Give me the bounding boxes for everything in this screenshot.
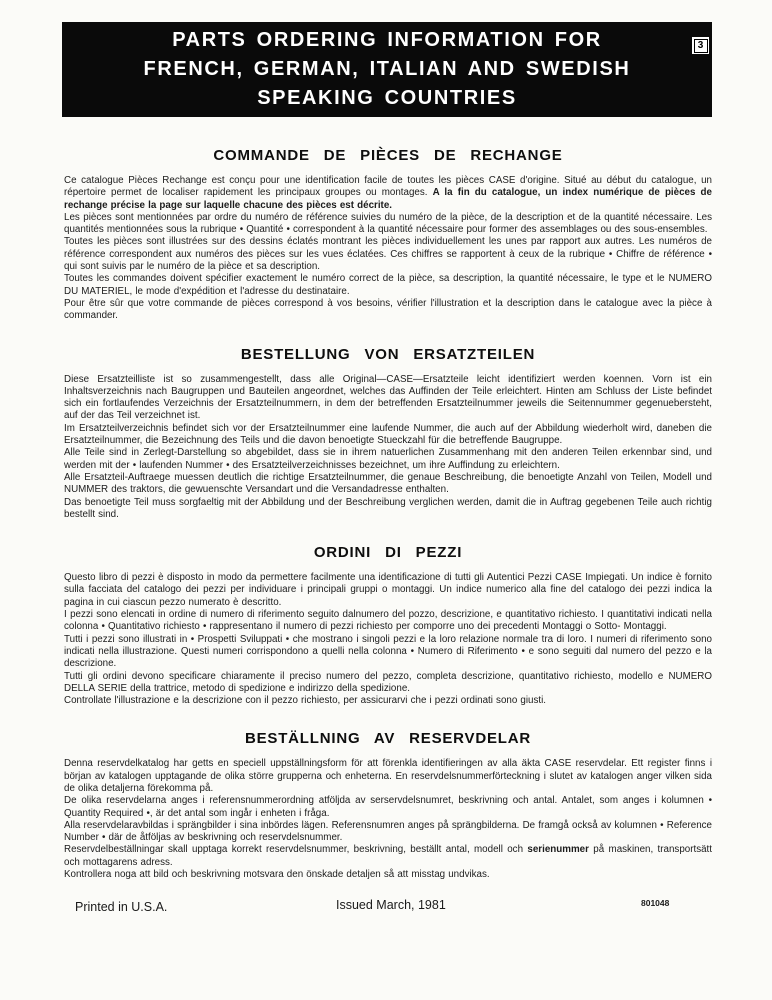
paragraph-french-4: Toutes les commandes doivent spécifier exactement le numéro correct de la pièce, sa description, la quantité nécessaire, le type et le NUMERO DU MATERIEL, le mode d'expédition et l'adresse du destinataire. — [64, 273, 712, 297]
document-body — [64, 140, 712, 881]
form-number: 801048 — [641, 898, 670, 908]
paragraph-french-5: Pour être sûr que votre commande de pièces correspond à vos besoins, vérifier l'illustration et la description dans le catalogue avec la pièce à commander. — [64, 297, 712, 322]
paragraph-italian-5: Controllate l'illustrazione e la descrizione con il pezzo richiesto, per assicurarvi che i pezzi ordinati sono giusti. — [64, 695, 547, 707]
text-run-bold: A la fin du catalogue, un index numérique de pièces de rechange précise la page sur laquelle chacune des pièces est décrite. — [64, 187, 712, 211]
text-run-bold: serienummer — [527, 844, 589, 856]
page-number-badge — [692, 37, 709, 54]
paragraph-swedish-2: De olika reservdelarna anges i referensnummerordning atföljda av serservdelsnumret, beskrivning och antal. Antalet, som anges i kolumnen • Quantity Required •, är det antal som ingår i enheten i fråga. — [64, 795, 712, 819]
paragraph-italian-3: Tutti i pezzi sono illustrati in • Prospetti Sviluppati • che mostrano i singoli pezzi e la loro relazione normale tra di loro. I numeri di riferimento sono indicati nella illustrazione. Questi numeri corrispondono a quelli nella colonna • Numero di Riferimento • e sono seguiti dal numero del pezzo e la descrizione. — [64, 633, 712, 670]
page-footer — [0, 898, 772, 928]
section-heading-swedish: BESTÄLLNING AV RESERVDELAR — [244, 730, 532, 748]
banner-title-line-3: SPEAKING COUNTRIES — [257, 87, 517, 109]
paragraph-french-1 — [64, 175, 712, 212]
paragraph-french-2: Les pièces sont mentionnées par ordre du numéro de référence suivies du numéro de la pièce, de la description et de la quantité nécessaire. Les quantités mentionnées sous la rubrique • Quantité • correspondent à la quantité nécessaire pour former des assemblages ou des sous-ensembles. — [64, 211, 712, 236]
paragraph-swedish-5: Kontrollera noga att bild och beskrivning motsvara den önskade detaljen så att misstag undvikas. — [64, 869, 490, 881]
paragraph-swedish-4 — [64, 844, 712, 869]
text-run: Ce catalogue Pièces Rechange est conçu pour une identification facile de toutes les pièces CASE d'origine. Situé au début du catalogue, un répertoire permet de localiser rapidement les principaux groupes ou montages. — [64, 175, 712, 199]
paragraph-swedish-1: Denna reservdelkatalog har getts en speciell uppställningsform för att förenkla identifieringen av alla äkta CASE reservdelar. Ett register finns i början av katalogen upptagande de olika större grupperna och enheterna. En reservdelsnummerförteckning i slutet av katalogen anger vilken sida de olika detaljerna förekomma på. — [64, 758, 712, 794]
paragraph-italian-1: Questo libro di pezzi è disposto in modo da permettere facilmente una identificazione di tutti gli Autentici Pezzi CASE Impiegati. Un indice è fornito sulla facciata del catalogo dei pezzi per individuare i principali gruppi o montaggi. Un indice numerico alla fine del catalogo dei pezzi indica la pagina in cui ciascun pezzo numerato è descritto. — [64, 572, 712, 608]
section-heading-italian: ORDINI DI PEZZI — [313, 544, 463, 562]
paragraph-german-5: Das benoetigte Teil muss sorgfaeltig mit der Abbildung und der Beschreibung verglichen werden, damit die in Auftrag gegebenen Teile auch richtig bestellt sind. — [64, 496, 712, 520]
section-heading-french: COMMANDE DE PIÈCES DE RECHANGE — [213, 147, 563, 164]
paragraph-german-2: Im Ersatzteilverzeichnis befindet sich vor der Ersatzteilnummer eine laufende Nummer, die auch auf der Abbildung wiederholt wird, daneben die Ersatzteilnummer, die Bezeichnung des Teils und die davon benoetigte Stueckzahl für die betreffende Baugruppe. — [64, 422, 712, 447]
paragraph-french-3: Toutes les pièces sont illustrées sur des dessins éclatés montrant les pièces individuellement les unes par rapport aux autres. Les numéros de référence correspondent aux numéros des pièces sur les vues éclatées. Ces chiffres se rapportent à ceux de la rubrique • Chiffre de référence • qui sont suivis par le numéro de la pièce et sa description. — [64, 236, 712, 273]
printed-in-label: Printed in U.S.A. — [75, 900, 168, 914]
text-run: Reservdelbeställningar skall upptaga korrekt reservdelsnummer, beskrivning, beställt antal, modell och — [64, 844, 528, 856]
banner-title-line-1: PARTS ORDERING INFORMATION FOR — [172, 29, 602, 51]
header-banner — [62, 22, 712, 117]
section-heading-german: BESTELLUNG VON ERSATZTEILEN — [240, 345, 536, 363]
paragraph-german-4: Alle Ersatzteil-Auftraege muessen deutlich die richtige Ersatzteilnummer, die genaue Beschreibung, die benoetigte Anzahl von Teilen, Modell und NUMMER des traktors, die gewuenschte Versandart und die Versandadresse enthalten. — [64, 471, 712, 496]
paragraph-italian-4: Tutti gli ordini devono specificare chiaramente il preciso numero del pezzo, completa descrizione, quantitativo richiesto, modello e NUMERO DELLA SERIE della trattrice, metodo di spedizione e indirizzo della spedizione. — [64, 670, 712, 694]
text-run: på maskinen, transportsätt och mottagarens adress. — [64, 844, 712, 868]
issue-date: Issued March, 1981 — [336, 898, 446, 912]
banner-title-line-2: FRENCH, GERMAN, ITALIAN AND SWEDISH — [143, 58, 631, 80]
paragraph-german-1: Diese Ersatzteilliste ist so zusammengestellt, dass alle Original—CASE—Ersatzteile leicht identifiziert werden koennen. Vorn ist ein Inhaltsverzeichnis nach Baugruppen und Bauteilen angeordnet, welches das Auffinden der Teile erleichtert. Hinten am Schluss der Liste befindet sich ein fortlaufendes Verzeichnis der Ersatzteilnummern, in dem der betreffenden Ersatzteilnummer jeweils die Seitennummer gegenuebersteht, auf der das Teil verzeichnet ist. — [64, 373, 712, 422]
paragraph-german-3: Alle Teile sind in Zerlegt-Darstellung so abgebildet, dass sie in ihrem natuerlichen Zusammenhang mit den anderen Teilen erkennbar sind, und werden mit der • laufenden Nummer • des Ersatzteilverzeichnisses bezeichnet, um ihre Auffindung zu erleichtern. — [64, 447, 712, 471]
page-number: 3 — [694, 39, 708, 53]
paragraph-swedish-3: Alla reservdelaravbildas i sprängbilder i sina inbördes lägen. Referensnumren anges på sprängbilderna. De framgå också av kolumnen • Reference Number • där de åtföljas av beskrivning och reservdelsnummer. — [64, 819, 712, 844]
paragraph-italian-2: I pezzi sono elencati in ordine di numero di riferimento seguito dalnumero del pozzo, descrizione, e quantitativo richiesto. I quantitativi indicati nella colonna • Quantitativo richiesto • rappresentano il numero di pezzi richiesto per comporre uno dei precedenti Montaggi o Sotto- Montaggi. — [64, 609, 712, 633]
